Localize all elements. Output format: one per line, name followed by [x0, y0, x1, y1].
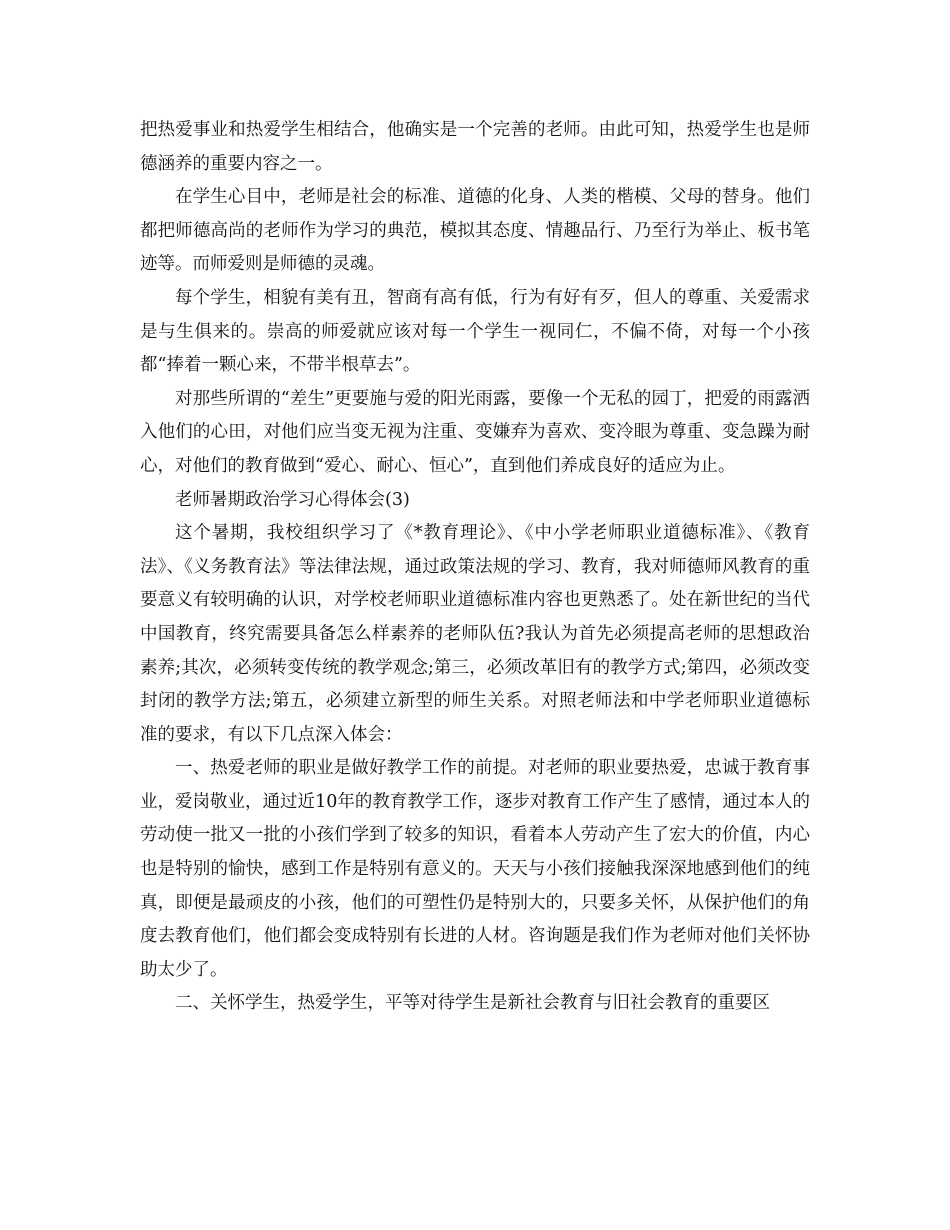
document-page: [140, 114, 810, 1021]
paragraph-4: 对那些所谓的“差生”更要施与爱的阳光雨露，要像一个无私的园丁，把爱的雨露洒入他们的心田，对他们应当变无视为注重、变嫌弃为喜欢、变冷眼为尊重、变急躁为耐心，对他们的教育做到“爱心、耐心、恒心”，直到他们养成良好的适应为止。: [140, 388, 810, 476]
paragraph-2: 在学生心目中，老师是社会的标准、道德的化身、人类的楷模、父母的替身。他们都把师德高尚的老师作为学习的典范，模拟其态度、情趣品行、乃至行为举止、板书笔迹等。而师爱则是师德的灵魂。: [140, 187, 810, 275]
section-heading: 老师暑期政治学习心得体会(3): [175, 489, 410, 510]
paragraph-3: 每个学生，相貌有美有丑，智商有高有低，行为有好有歹，但人的尊重、关爱需求是与生俱来的。崇高的师爱就应该对每一个学生一视同仁，不偏不倚，对每一个小孩都“捧着一颗心来，不带半根草去”。: [140, 287, 810, 376]
paragraph-7: 二、关怀学生，热爱学生，平等对待学生是新社会教育与旧社会教育的重要区: [175, 993, 770, 1014]
paragraph-6: 一、热爱老师的职业是做好教学工作的前提。对老师的职业要热爱，忠诚于教育事业，爱岗敬业，通过近10年的教育教学工作，逐步对教育工作产生了感情，通过本人的劳动使一批又一批的小孩们学到了较多的知识，看着本人劳动产生了宏大的价值，内心也是特别的愉快，感到工作是特别有意义的。天天与小孩们接触我深深地感到他们的纯真，即便是最顽皮的小孩，他们的可塑性仍是特别大的，只要多关怀，从保护他们的角度去教育他们，他们都会变成特别有长进的人材。咨询题是我们作为老师对他们关怀协助太少了。: [140, 758, 810, 980]
paragraph-5: 这个暑期，我校组织学习了《*教育理论》、《中小学老师职业道德标准》、《教育法》、《义务教育法》等法律法规，通过政策法规的学习、教育，我对师德师风教育的重要意义有较明确的认识，对学校老师职业道德标准内容也更熟悉了。处在新世纪的当代中国教育，终究需要具备怎么样素养的老师队伍?我认为首先必须提高老师的思想政治素养;其次，必须转变传统的教学观念;第三，必须改革旧有的教学方式;第四，必须改变封闭的教学方法;第五，必须建立新型的师生关系。对照老师法和中学老师职业道德标准的要求，有以下几点深入体会：: [140, 523, 810, 745]
paragraph-1: 把热爱事业和热爱学生相结合，他确实是一个完善的老师。由此可知，热爱学生也是师德涵养的重要内容之一。: [140, 120, 810, 174]
